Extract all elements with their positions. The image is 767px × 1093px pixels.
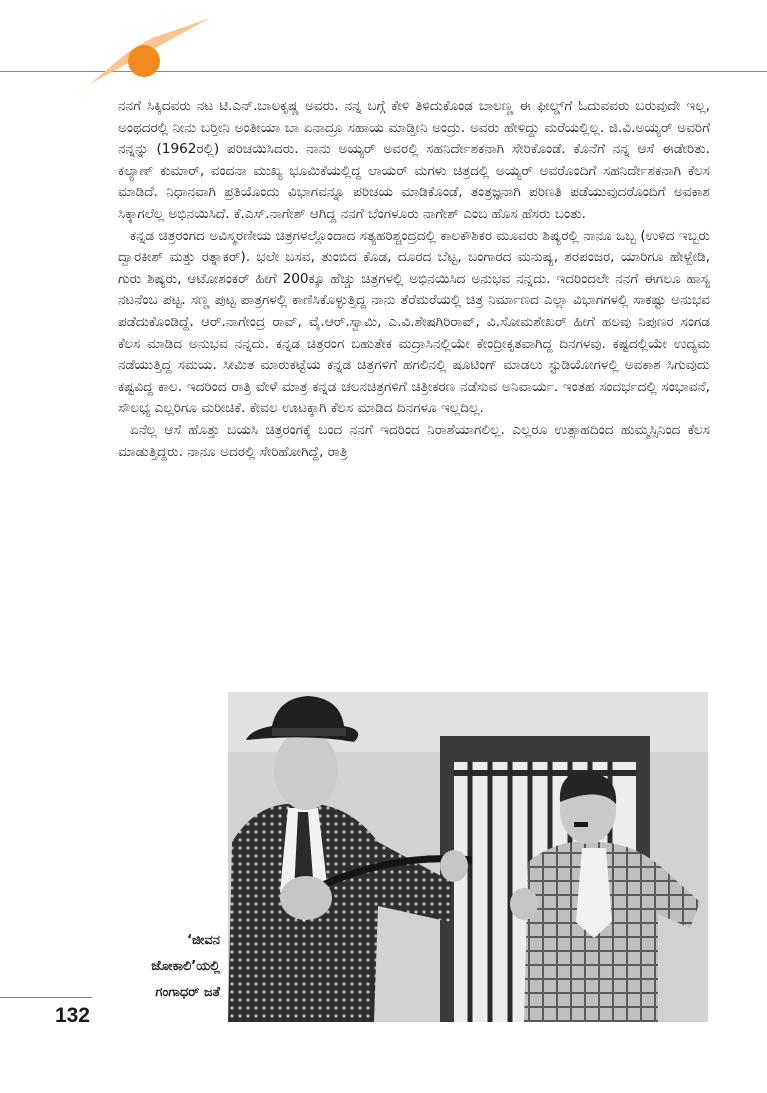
caption-line-2: ಜೋಕಾಲಿ’ಯಲ್ಲಿ [151,959,220,974]
paragraph-1: ನನಗೆ ಸಿಕ್ಕಿದವರು ನಟ ಟಿ.ಎನ್.ಬಾಲಕೃಷ್ಣ ಅವರು. ನನ್ನ ಬಗ್ಗೆ ಕೇಳಿ ತಿಳಿದುಕೊಂಡ ಬಾಲಣ್ಣ ಈ ಫೀಲ್ಡ್‌ಗೆ ಓದುವವರು ಬರುವುದೇ ಇಲ್ಲ, ಅಂಥದರಲ್ಲಿ ನೀನು ಬರ್‍ತೀನಿ ಅಂತೀಯಾ ಬಾ ಏನಾದ್ರೂ ಸಹಾಯ ಮಾಡ್ತೀನಿ ಅಂದ್ರು. ಅವರು ಹೇಳಿದ್ದು ಮರೆಯಲ್ಲಿಲ್ಲ. ಜಿ.ವಿ.ಅಯ್ಯರ್ ಅವರಿಗೆ ನನ್ನನ್ನು (1962ರಲ್ಲಿ) ಪರಿಚಯಿಸಿದರು. ನಾನು ಅಯ್ಯರ್ ಅವರಲ್ಲಿ ಸಹನಿರ್ದೇಶಕನಾಗಿ ಸೇರಿಕೊಂಡೆ. ಕೊನೆಗೆ ನನ್ನ ಆಸೆ ಈಡೇರಿತು. ಕಲ್ಯಾಣ್ ಕುಮಾರ್, ವಂದನಾ ಮುಖ್ಯ ಭೂಮಿಕೆಯಲ್ಲಿದ್ದ ಲಾಯರ್ ಮಗಳು ಚಿತ್ರದಲ್ಲಿ ಅಯ್ಯರ್ ಅವರೊಂದಿಗೆ ಸಹನಿರ್ದೇಶಕನಾಗಿ ಕೆಲಸ ಮಾಡಿದೆ. ನಿಧಾನವಾಗಿ ಪ್ರತಿಯೊಂದು ವಿಭಾಗವನ್ನೂ ಪರಿಚಯ ಮಾಡಿಕೊಂಡೆ, ತಂತ್ರಜ್ಞನಾಗಿ ಪರಿಣತಿ ಪಡೆಯುವುದರೊಂದಿಗೆ ಅವಕಾಶ ಸಿಕ್ಕಾಗಲೆಲ್ಲ ಅಭಿನಯಿಸಿದೆ. ಕೆ.ಎಸ್.ನಾಗೇಶ್ ಆಗಿದ್ದ ನನಗೆ ಬೆಂಗಳೂರು ನಾಗೇಶ್ ಎಂಬ ಹೊಸ ಹೆಸರು ಬಂತು. [118,98,710,222]
orange-dot [128,45,160,77]
paragraph-3: ಏನೆಲ್ಲ ಆಸೆ ಹೊತ್ತು ಬಯಸಿ ಚಿತ್ರರಂಗಕ್ಕೆ ಬಂದ ನನಗೆ ಇದರಿಂದ ನಿರಾಶೆಯಾಗಲಿಲ್ಲ. ಎಲ್ಲರೂ ಉತ್ಸಾಹದಿಂದ ಹುಮ್ಮಸ್ಸಿನಿಂದ ಕೆಲಸ ಮಾಡುತ್ತಿದ್ದರು. ನಾನೂ ಅದರಲ್ಲಿ ಸೇರಿಹೋಗಿದ್ದೆ, ರಾತ್ರಿ [118,421,710,460]
paragraph-2: ಕನ್ನಡ ಚಿತ್ರರಂಗದ ಅವಿಸ್ಮರಣೀಯ ಚಿತ್ರಗಳಲ್ಲೊಂದಾದ ಸತ್ಯಹರಿಶ್ಚಂದ್ರದಲ್ಲಿ ಕಾಲಕೌಶಿಕರ ಮೂವರು ಶಿಷ್ಯರಲ್ಲಿ ನಾನೂ ಒಬ್ಬ (ಉಳಿದ ಇಬ್ಬರು ದ್ವಾರಕೀಶ್ ಮತ್ತು ರತ್ನಾಕರ್). ಭಲೇ ಬಸವ, ತುಂಬಿದ ಕೊಡ, ದೂರದ ಬೆಟ್ಟ, ಬಂಗಾರದ ಮನುಷ್ಯ, ಶರಪಂಜರ, ಯಾರಿಗೂ ಹೇಳ್ಬೇಡಿ, ಗುರು ಶಿಷ್ಯರು, ಆಟೋಶಂಕರ್ ಹೀಗೆ 200ಕ್ಕೂ ಹೆಚ್ಚು ಚಿತ್ರಗಳಲ್ಲಿ ಅಭಿನಯಿಸಿದ ಅನುಭವ ನನ್ನದು. ಇದರಿಂದಲೇ ನನಗೆ ಈಗಲೂ ಹಾಸ್ಯ ನಟನೆಂಬ ಪಟ್ಟ. ಸಣ್ಣ ಪುಟ್ಟ ಪಾತ್ರಗಳಲ್ಲಿ ಕಾಣಿಸಿಕೊಳ್ಳುತ್ತಿದ್ದ ನಾನು ತೆರೆಮರೆಯಲ್ಲಿ ಚಿತ್ರ ನಿರ್ಮಾಣದ ಎಲ್ಲಾ ವಿಭಾಗಗಳಲ್ಲಿ ಸಾಕಷ್ಟು ಅನುಭವ ಪಡೆದುಕೊಂಡಿದ್ದೆ. ಆರ್.ನಾಗೇಂದ್ರ ರಾವ್, ವೈ.ಆರ್.ಸ್ವಾಮಿ, ಎ.ವಿ.ಶೇಷಗಿರಿರಾವ್, ವಿ.ಸೋಮಶೇಖರ್ ಹೀಗೆ ಹಲವು ನಿಪುಣರ ಸಂಗಡ ಕೆಲಸ ಮಾಡಿದ ಅನುಭವ ನನ್ನದು. ಕನ್ನಡ ಚಿತ್ರರಂಗ ಬಹುತೇಕ ಮದ್ರಾಸಿನಲ್ಲಿಯೇ ಕೇಂದ್ರೀಕೃತವಾಗಿದ್ದ ದಿನಗಳವು. ಕಷ್ಟದಲ್ಲಿಯೇ ಉದ್ಯಮ ನಡೆಯುತ್ತಿದ್ದ ಸಮಯ. ಸೀಮಿತ ಮಾರುಕಟ್ಟೆಯ ಕನ್ನಡ ಚಿತ್ರಗಳಿಗೆ ಹಗಲಿನಲ್ಲಿ ಷೂಟಿಂಗ್ ಮಾಡಲು ಸ್ಟುಡಿಯೋಗಳಲ್ಲಿ ಅವಕಾಶ ಸಿಗುವುದು ಕಷ್ಟವಿದ್ದ ಕಾಲ. ಇದರಿಂದ ರಾತ್ರಿ ವೇಳೆ ಮಾತ್ರ ಕನ್ನಡ ಚಲನಚಿತ್ರಗಳಿಗೆ ಚಿತ್ರೀಕರಣ ನಡೆಸುವ ಅನಿವಾರ್ಯ. ಇಂತಹ ಸಂದರ್ಭದಲ್ಲಿ ಸಂಭಾವನೆ, ಸೌಲಭ್ಯ ಎಲ್ಲರಿಗೂ ಮರೀಚಿಕೆ. ಕೇವಲ ಊಟಕ್ಕಾಗಿ ಕೆಲಸ ಮಾಡಿದ ದಿನಗಳೂ ಇಲ್ಲದಿಲ್ಲ. [118,227,710,417]
photo-caption [98,928,220,1006]
corner-decoration [86,18,210,86]
film-still-photo [228,692,708,1022]
page-number: 132 [54,1004,90,1027]
caption-line-1: ‘ಜೀವನ [187,933,220,948]
caption-line-3: ಗಂಗಾಧರ್ ಜತೆ [155,985,220,1000]
footer-rule [0,997,92,998]
article-body [118,96,710,463]
